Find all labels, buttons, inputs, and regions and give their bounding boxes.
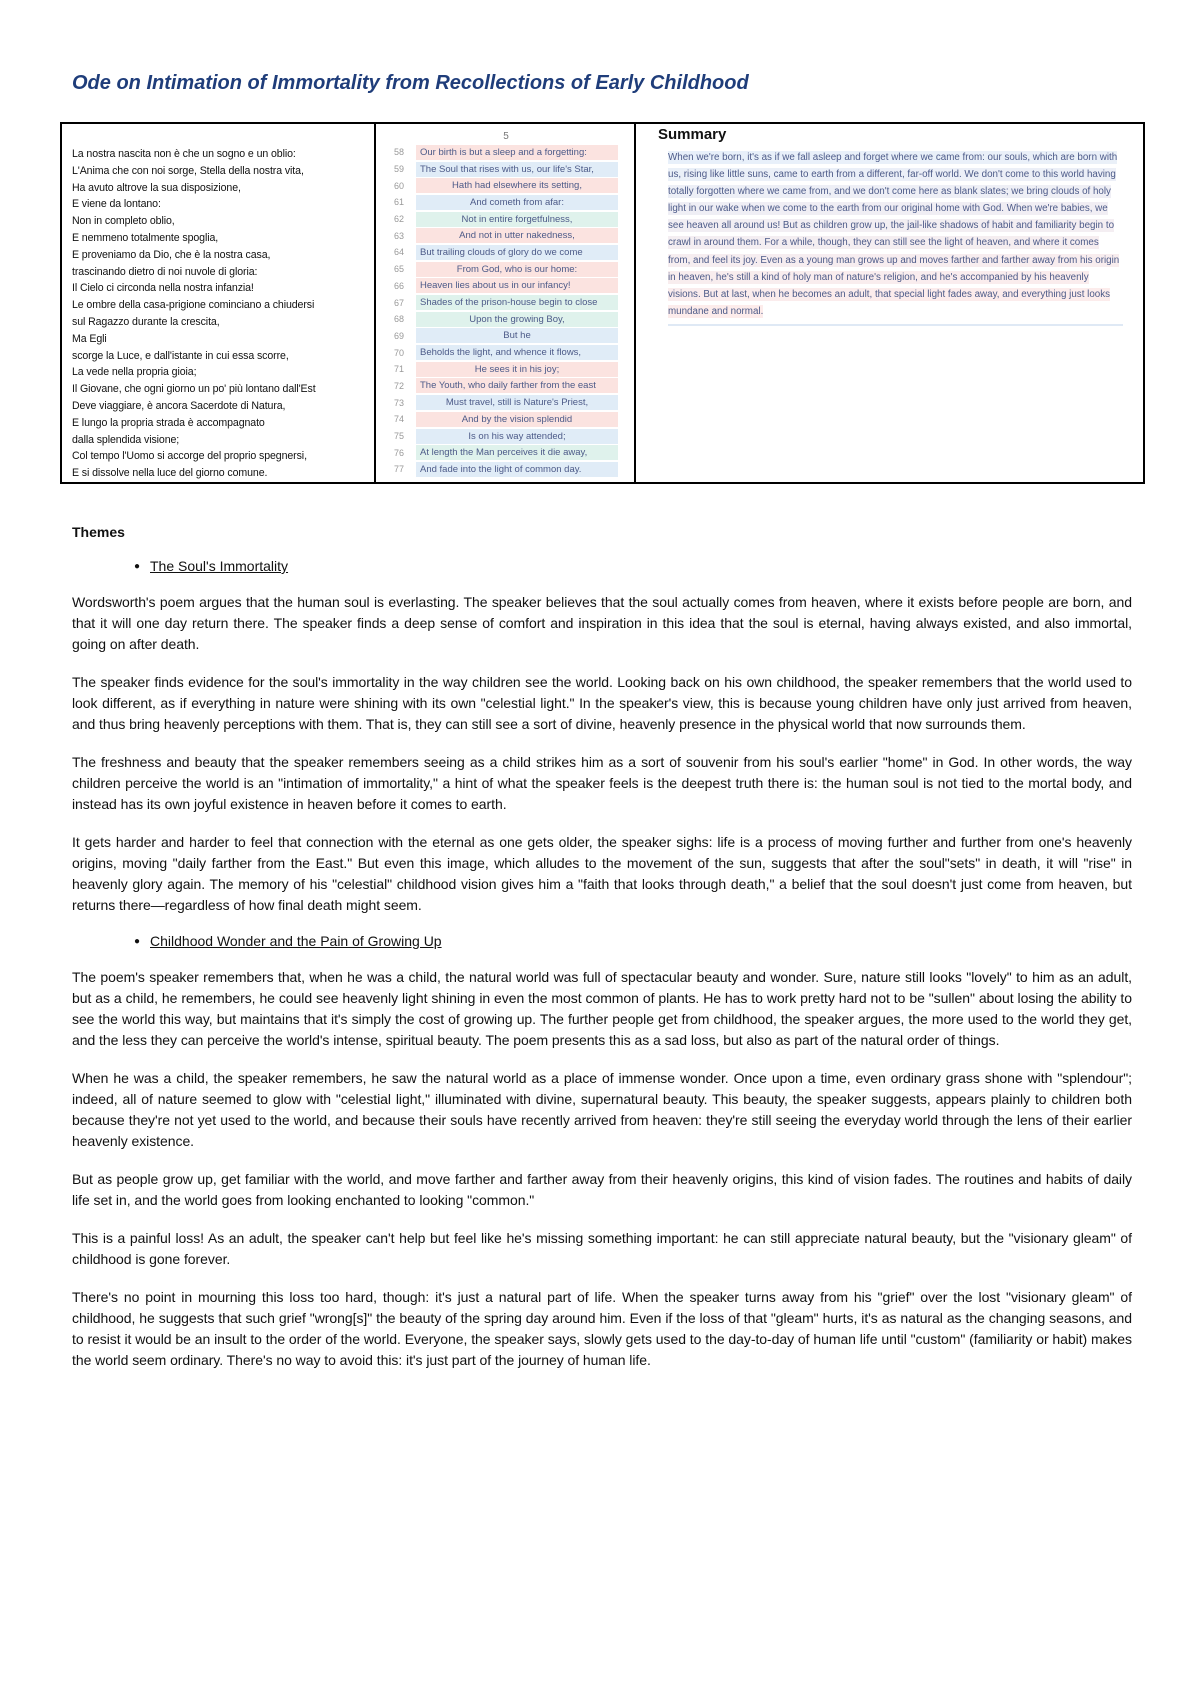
line-number: 72	[394, 380, 405, 391]
italian-line: Ha avuto altrove la sua disposizione,	[72, 181, 241, 194]
theme-title-1: The Soul's Immortality	[150, 558, 289, 574]
italian-line: dalla splendida visione;	[72, 433, 180, 446]
theme-1-body	[72, 592, 1132, 916]
themes-heading: Themes	[72, 524, 125, 540]
line-number: 64	[394, 247, 405, 258]
line-text: Not in entire forgetfulness,	[416, 212, 618, 227]
line-text: And by the vision splendid	[416, 412, 618, 427]
line-text: And not in utter nakedness,	[416, 228, 618, 243]
line-number: 59	[394, 164, 405, 175]
theme-paragraph: This is a painful loss! As an adult, the speaker can't help but feel like he's missing something important: he can still appreciate natural beauty, but the "visionary gleam" of childhood is gone forever.	[72, 1230, 1132, 1267]
poem-line	[394, 278, 618, 295]
summary-divider	[668, 324, 1123, 326]
poem-line	[394, 444, 618, 461]
line-number: 71	[394, 364, 405, 375]
theme-bullet-1	[72, 558, 1132, 574]
poem-line	[394, 461, 618, 478]
line-text: But trailing clouds of glory do we come	[416, 245, 618, 260]
themes-section	[72, 524, 1132, 1388]
line-text: Upon the growing Boy,	[416, 312, 618, 327]
italian-translation-column	[62, 124, 376, 482]
line-text: And cometh from afar:	[416, 195, 618, 210]
poem-line	[394, 311, 618, 328]
poem-lines	[394, 144, 618, 478]
line-text: Must travel, still is Nature's Priest,	[416, 395, 618, 410]
poem-line	[394, 194, 618, 211]
italian-line: Il Cielo ci circonda nella nostra infanzia!	[72, 282, 254, 295]
italian-line: scorge la Luce, e dall'istante in cui essa scorre,	[72, 349, 289, 362]
italian-line: Il Giovane, che ogni giorno un po' più lontano dall'Est	[72, 383, 316, 396]
poem-line	[394, 361, 618, 378]
italian-line: L'Anima che con noi sorge, Stella della nostra vita,	[72, 164, 304, 177]
line-text: The Soul that rises with us, our life's Star,	[416, 162, 618, 177]
english-poem-column	[376, 124, 636, 482]
italian-line: Ma Egli	[72, 332, 107, 345]
line-number: 75	[394, 431, 405, 442]
line-text: But he	[416, 328, 618, 343]
line-text: From God, who is our home:	[416, 262, 618, 277]
line-number: 62	[394, 214, 405, 225]
line-number: 77	[394, 464, 405, 475]
theme-paragraph: The speaker finds evidence for the soul's immortality in the way children see the world. Looking back on his own childhood, the speaker remembers that the world used to look different, as if everything in nature were shining with its own "celestial light." In the speaker's view, this is because young children have only just arrived from heaven, and thus bring heavenly perceptions with them. That is, they can still see a sort of divine, heavenly presence in the physical world that now surrounds them.	[72, 674, 1132, 732]
bullet-icon: ●	[133, 560, 140, 572]
poem-line	[394, 227, 618, 244]
poem-line	[394, 261, 618, 278]
line-text: At length the Man perceives it die away,	[416, 445, 618, 460]
line-text: Shades of the prison-house begin to close	[416, 295, 618, 310]
line-number: 76	[394, 447, 405, 458]
poem-line	[394, 378, 618, 395]
line-number: 68	[394, 314, 405, 325]
line-number: 65	[394, 264, 405, 275]
line-text: The Youth, who daily farther from the east	[416, 378, 618, 393]
italian-line: E nemmeno totalmente spoglia,	[72, 231, 219, 244]
italian-line: E proveniamo da Dio, che è la nostra casa,	[72, 248, 271, 261]
line-number: 63	[394, 230, 405, 241]
line-text: Hath had elsewhere its setting,	[416, 178, 618, 193]
line-text: Heaven lies about us in our infancy!	[416, 278, 618, 293]
line-text: Beholds the light, and whence it flows,	[416, 345, 618, 360]
theme-paragraph: But as people grow up, get familiar with the world, and move farther and farther away from their heavenly origins, this kind of vision fades. The routines and habits of daily life set in, and the world goes from looking enchanted to looking "common."	[72, 1171, 1132, 1208]
poem-line	[394, 344, 618, 361]
theme-title-2: Childhood Wonder and the Pain of Growing Up	[150, 933, 442, 949]
line-number: 74	[394, 414, 405, 425]
summary-column	[636, 124, 1143, 482]
document-title: Ode on Intimation of Immortality from Recollections of Early Childhood	[72, 72, 749, 94]
line-number: 66	[394, 280, 405, 291]
italian-line: Non in completo oblio,	[72, 215, 175, 228]
poem-line	[394, 428, 618, 445]
italian-line: Le ombre della casa-prigione cominciano a chiudersi	[72, 299, 315, 312]
poem-line	[394, 144, 618, 161]
line-text: Our birth is but a sleep and a forgetting:	[416, 145, 618, 160]
line-number: 73	[394, 397, 405, 408]
italian-line: E viene da lontano:	[72, 198, 161, 211]
italian-line: trascinando dietro di noi nuvole di gloria:	[72, 265, 258, 278]
poem-line	[394, 177, 618, 194]
theme-2-body	[72, 967, 1132, 1371]
summary-highlight: When we're born, it's as if we fall asleep and forget where we came from: our souls, which are born with us, rising like little suns, came to earth from a different, far-off world. We don't come to this world having totally forgotten where we came from, and we don't come here as blank slates; we bring clouds of holy light in our wake when we come to the earth from our original home with God. When we're babies, we see heaven all around us! But as children grow up, the jail-like shadows of habit and familiarity begin to crawl in around them. For a while, though, they can still see the light of heaven, and where it comes from, and feel its joy. Even as a young man grows up and moves farther and farther away from his origin in heaven, he's still a kind of holy man of nature's religion, and he's accompanied by his heavenly visions. But at last, when he becomes an adult, that special light fades away, and everything just looks mundane and normal.	[668, 152, 1120, 317]
line-number: 67	[394, 297, 405, 308]
line-number: 70	[394, 347, 405, 358]
stanza-number: 5	[503, 131, 509, 142]
italian-line: Deve viaggiare, è ancora Sacerdote di Natura,	[72, 399, 286, 412]
line-number: 60	[394, 180, 405, 191]
poem-line	[394, 211, 618, 228]
theme-paragraph: When he was a child, the speaker remembers, he saw the natural world as a place of immense wonder. Once upon a time, even ordinary grass shone with "splendour"; indeed, all of nature seemed to glow with "celestial light," illuminated with divine, supernatural beauty. This beauty, the speaker suggests, appears plainly to children both because they're not yet used to the world, and because their souls have recently arrived from heaven: they're still seeing the everyday world through the lens of their earlier heavenly existence.	[72, 1070, 1132, 1149]
theme-paragraph: It gets harder and harder to feel that connection with the eternal as one gets older, the speaker sighs: life is a process of moving further and further from one's heavenly origins, moving "daily farther from the East." But even this image, which alludes to the movement of the sun, suggests that after the soul"sets" in death, it will "rise" in heavenly glory again. The memory of his "celestial" childhood vision gives him a "faith that looks through death," a belief that the soul doesn't just come from heaven, but returns there—regardless of how final death might seem.	[72, 834, 1132, 913]
italian-line: La nostra nascita non è che un sogno e un oblio:	[72, 148, 296, 160]
summary-text	[668, 149, 1123, 320]
bullet-icon: ●	[133, 935, 140, 947]
italian-line: sul Ragazzo durante la crescita,	[72, 315, 220, 328]
theme-paragraph: There's no point in mourning this loss too hard, though: it's just a natural part of life. When the speaker turns away from his "grief" over the lost "visionary gleam" of childhood, he suggests that such grief "wrong[s]" the beauty of the spring day around him. Even if the loss of that "gleam" hurts, it's as natural as the changing seasons, and to resist it would be an insult to the order of the world. Everyone, the speaker says, slowly gets used to the day-to-day of human life until "custom" (familiarity or habit) makes the world seem ordinary. There's no way to avoid this: it's just part of the journey of human life.	[72, 1289, 1132, 1368]
poem-line	[394, 411, 618, 428]
line-number: 61	[394, 197, 405, 208]
line-text: He sees it in his joy;	[416, 362, 618, 377]
poem-table	[60, 122, 1145, 484]
line-text: And fade into the light of common day.	[416, 462, 618, 477]
italian-line: E si dissolve nella luce del giorno comune.	[72, 467, 268, 480]
summary-heading: Summary	[658, 126, 727, 143]
line-number: 69	[394, 330, 405, 341]
line-number: 58	[394, 147, 405, 158]
poem-line	[394, 328, 618, 345]
italian-line: La vede nella propria gioia;	[72, 366, 197, 379]
theme-paragraph: The poem's speaker remembers that, when he was a child, the natural world was full of spectacular beauty and wonder. Sure, nature still looks "lovely" to him as an adult, but as a child, he remembers, he could see heavenly light shining in even the most common of plants. He has to work pretty hard not to be "sullen" about losing the ability to see the world this way, but maintains that it's simply the cost of growing up. The further people get from childhood, the speaker argues, the more used to the world they get, and the less they can perceive the world's intense, spiritual beauty. The poem presents this as a sad loss, but also as part of the natural order of things.	[72, 969, 1132, 1048]
italian-line: E lungo la propria strada è accompagnato	[72, 416, 265, 429]
theme-paragraph: The freshness and beauty that the speaker remembers seeing as a child strikes him as a sort of souvenir from his soul's earlier "home" in God. In other words, the way children perceive the world is an "intimation of immortality," a hint of what the speaker feels is the deepest truth there is: the human soul is not tied to the mortal body, and instead has its own joyful existence in heaven before it comes to earth.	[72, 754, 1132, 812]
italian-line: Col tempo l'Uomo si accorge del proprio spegnersi,	[72, 450, 307, 463]
theme-paragraph: Wordsworth's poem argues that the human soul is everlasting. The speaker believes that the soul actually comes from heaven, where it exists before people are born, and that it will one day return there. The speaker finds a deep sense of comfort and inspiration in this idea that the soul is eternal, having always existed, and also immortal, going on after death.	[72, 594, 1132, 652]
poem-line	[394, 394, 618, 411]
theme-bullet-2	[72, 933, 1132, 949]
line-text: Is on his way attended;	[416, 429, 618, 444]
poem-line	[394, 161, 618, 178]
poem-line	[394, 294, 618, 311]
poem-line	[394, 244, 618, 261]
